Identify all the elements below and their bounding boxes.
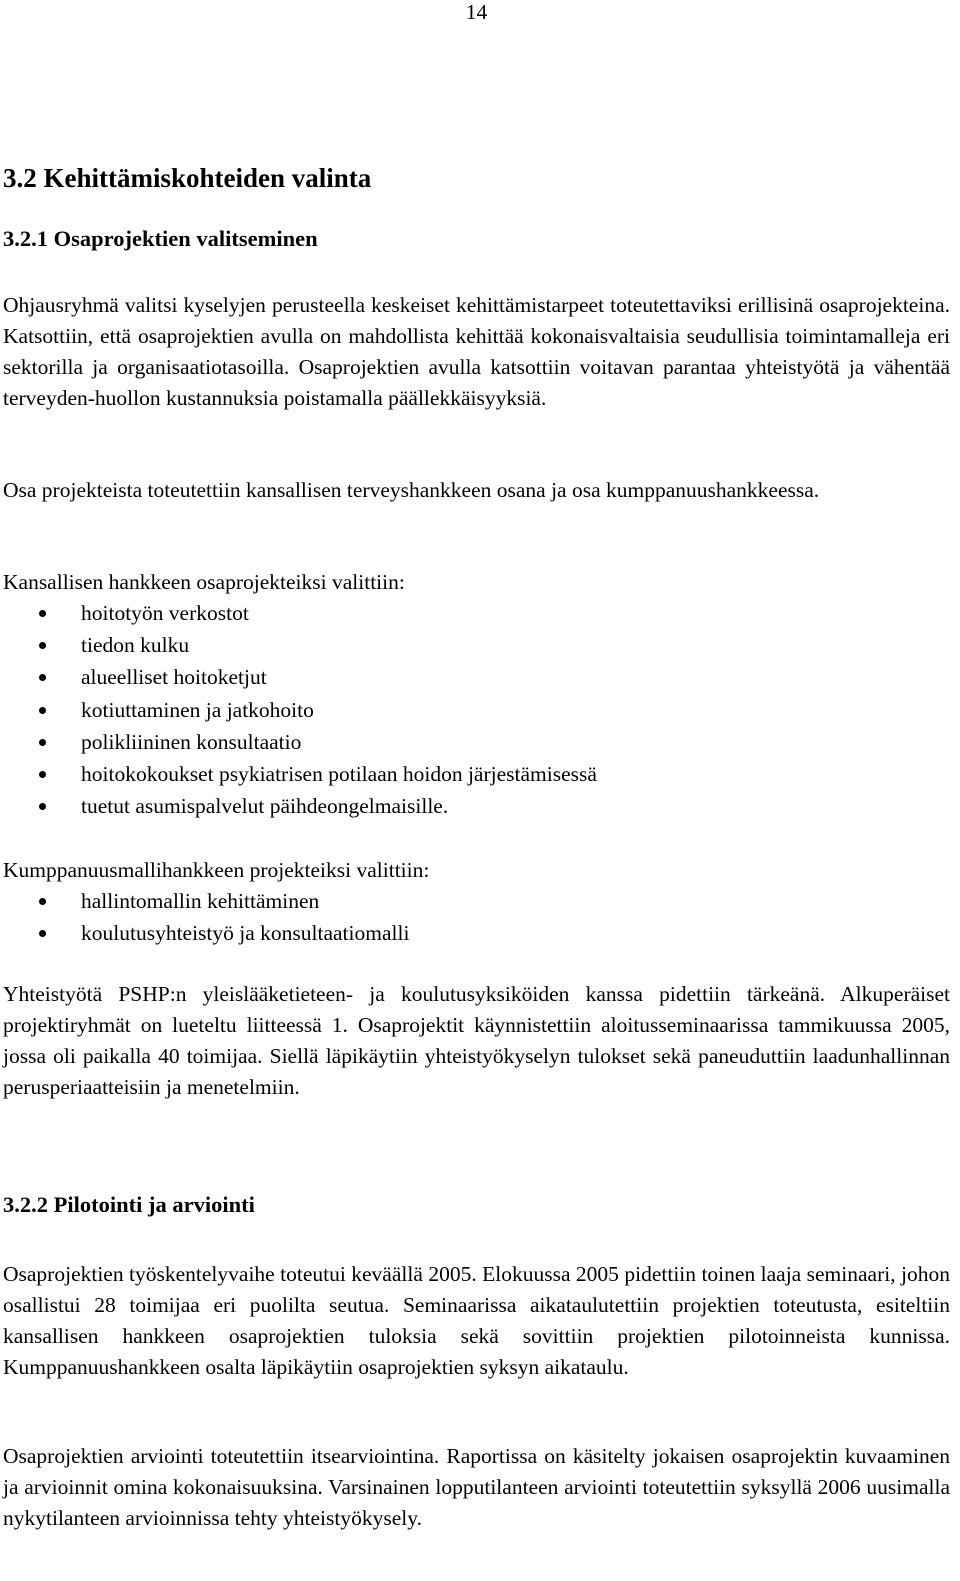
bullet-icon: [39, 739, 46, 746]
list-item-text: koulutusyhteistyö ja konsultaatiomalli: [81, 921, 410, 946]
list-item: [3, 727, 950, 759]
bullet-icon: [39, 707, 46, 714]
paragraph-text: Osa projekteista toteutettiin kansallisen terveyshankkeen osana ja osa kumppanuushankkeessa.: [3, 478, 820, 502]
national-project-list: [3, 598, 950, 823]
bullet-icon: [39, 674, 46, 681]
list-item-text: hallintomallin kehittäminen: [81, 889, 320, 913]
subsection-heading-pilotointi-ja-arviointi: 3.2.2 Pilotointi ja arviointi: [3, 1192, 255, 1217]
list-item: [3, 791, 950, 823]
list-item-text: hoitokokoukset psykiatrisen potilaan hoidon järjestämisessä: [81, 761, 597, 786]
list-item-text: tuetut asumispalvelut päihdeongelmaisille.: [81, 794, 449, 819]
paragraph-text: Osaprojektien arviointi toteutettiin itsearviointina. Raportissa on käsitelty jokaisen osaprojektin kuvaaminen ja arvioinnit omina kokonaisuuksina. Varsinainen lopputilanteen arviointi toteutettiin syksyllä 2006 uusimalla nykytilanteen arvioinnissa tehty yhteistyökysely.: [3, 1444, 950, 1530]
list-item: [3, 918, 950, 950]
bullet-icon: [39, 898, 46, 905]
list-intro: Kansallisen hankkeen osaprojekteiksi valittiin:: [3, 570, 405, 594]
list-item-text: hoitotyön verkostot: [81, 601, 249, 625]
paragraph-text: Osaprojektien työskentelyvaihe toteutui keväällä 2005. Elokuussa 2005 pidettiin toinen laaja seminaari, johon osallistui 28 toimijaa eri puolilta seutua. Seminaarissa aikataulutettiin projektien toteutusta, esiteltiin kansallisen hankkeen osaprojektien tuloksia sekä sovittiin projektien pilotoinneista kunnissa. Kumppanuushankkeen osalta läpikäytiin osaprojektien syksyn aikataulu.: [3, 1262, 950, 1379]
list-item: [3, 695, 950, 727]
national-project-list-block: [3, 567, 950, 823]
partnership-project-list: [3, 886, 950, 950]
subsection-heading-osaprojektien-valitseminen: 3.2.1 Osaprojektien valitseminen: [3, 226, 318, 251]
bullet-icon: [39, 642, 46, 649]
paragraph-arviointi: [3, 1441, 950, 1534]
section-heading: 3.2 Kehittämiskohteiden valinta: [3, 163, 372, 193]
page-number: 14: [465, 0, 488, 24]
paragraph-kehittamistarpeet: [3, 290, 950, 414]
list-item: [3, 630, 950, 662]
bullet-icon: [39, 771, 46, 778]
bullet-icon: [39, 930, 46, 937]
list-item: [3, 598, 950, 630]
list-item-text: kotiuttaminen ja jatkohoito: [81, 697, 314, 722]
partnership-project-list-block: [3, 855, 950, 950]
list-item-text: polikliininen konsultaatio: [81, 729, 302, 754]
bullet-icon: [39, 610, 46, 617]
list-item: [3, 886, 950, 918]
paragraph-kansallinen-kumppanuus: [3, 475, 950, 506]
bullet-icon: [39, 803, 46, 810]
list-intro: Kumppanuusmallihankkeen projekteiksi valittiin:: [3, 858, 430, 882]
paragraph-yhteistyo-pshp: [3, 979, 950, 1103]
list-item: [3, 662, 950, 694]
list-item: [3, 759, 950, 791]
paragraph-text: Yhteistyötä PSHP:n yleislääketieteen- ja koulutusyksiköiden kanssa pidettiin tärkeänä. Alkuperäiset projektiryhmät on lueteltu liitteessä 1. Osaprojektit käynnistettiin aloitusseminaarissa tammikuussa 2005, jossa oli paikalla 40 toimijaa. Siellä läpikäytiin yhteistyökyselyn tulokset sekä paneuduttiin laadunhallinnan perusperiaatteisiin ja menetelmiin.: [3, 982, 950, 1099]
paragraph-text: Ohjausryhmä valitsi kyselyjen perusteella keskeiset kehittämistarpeet toteutettaviksi erillisinä osaprojekteina. Katsottiin, että osaprojektien avulla on mahdollista kehittää kokonaisvaltaisia seudullisia toimintamalleja eri sektorilla ja organisaatiotasoilla. Osaprojektien avulla katsottiin voitavan parantaa yhteistyötä ja vähentää terveyden-huollon kustannuksia poistamalla päällekkäisyyksiä.: [3, 293, 950, 410]
paragraph-tyoskentelyvaihe: [3, 1259, 950, 1383]
list-item-text: alueelliset hoitoketjut: [81, 665, 267, 690]
list-item-text: tiedon kulku: [81, 633, 190, 658]
